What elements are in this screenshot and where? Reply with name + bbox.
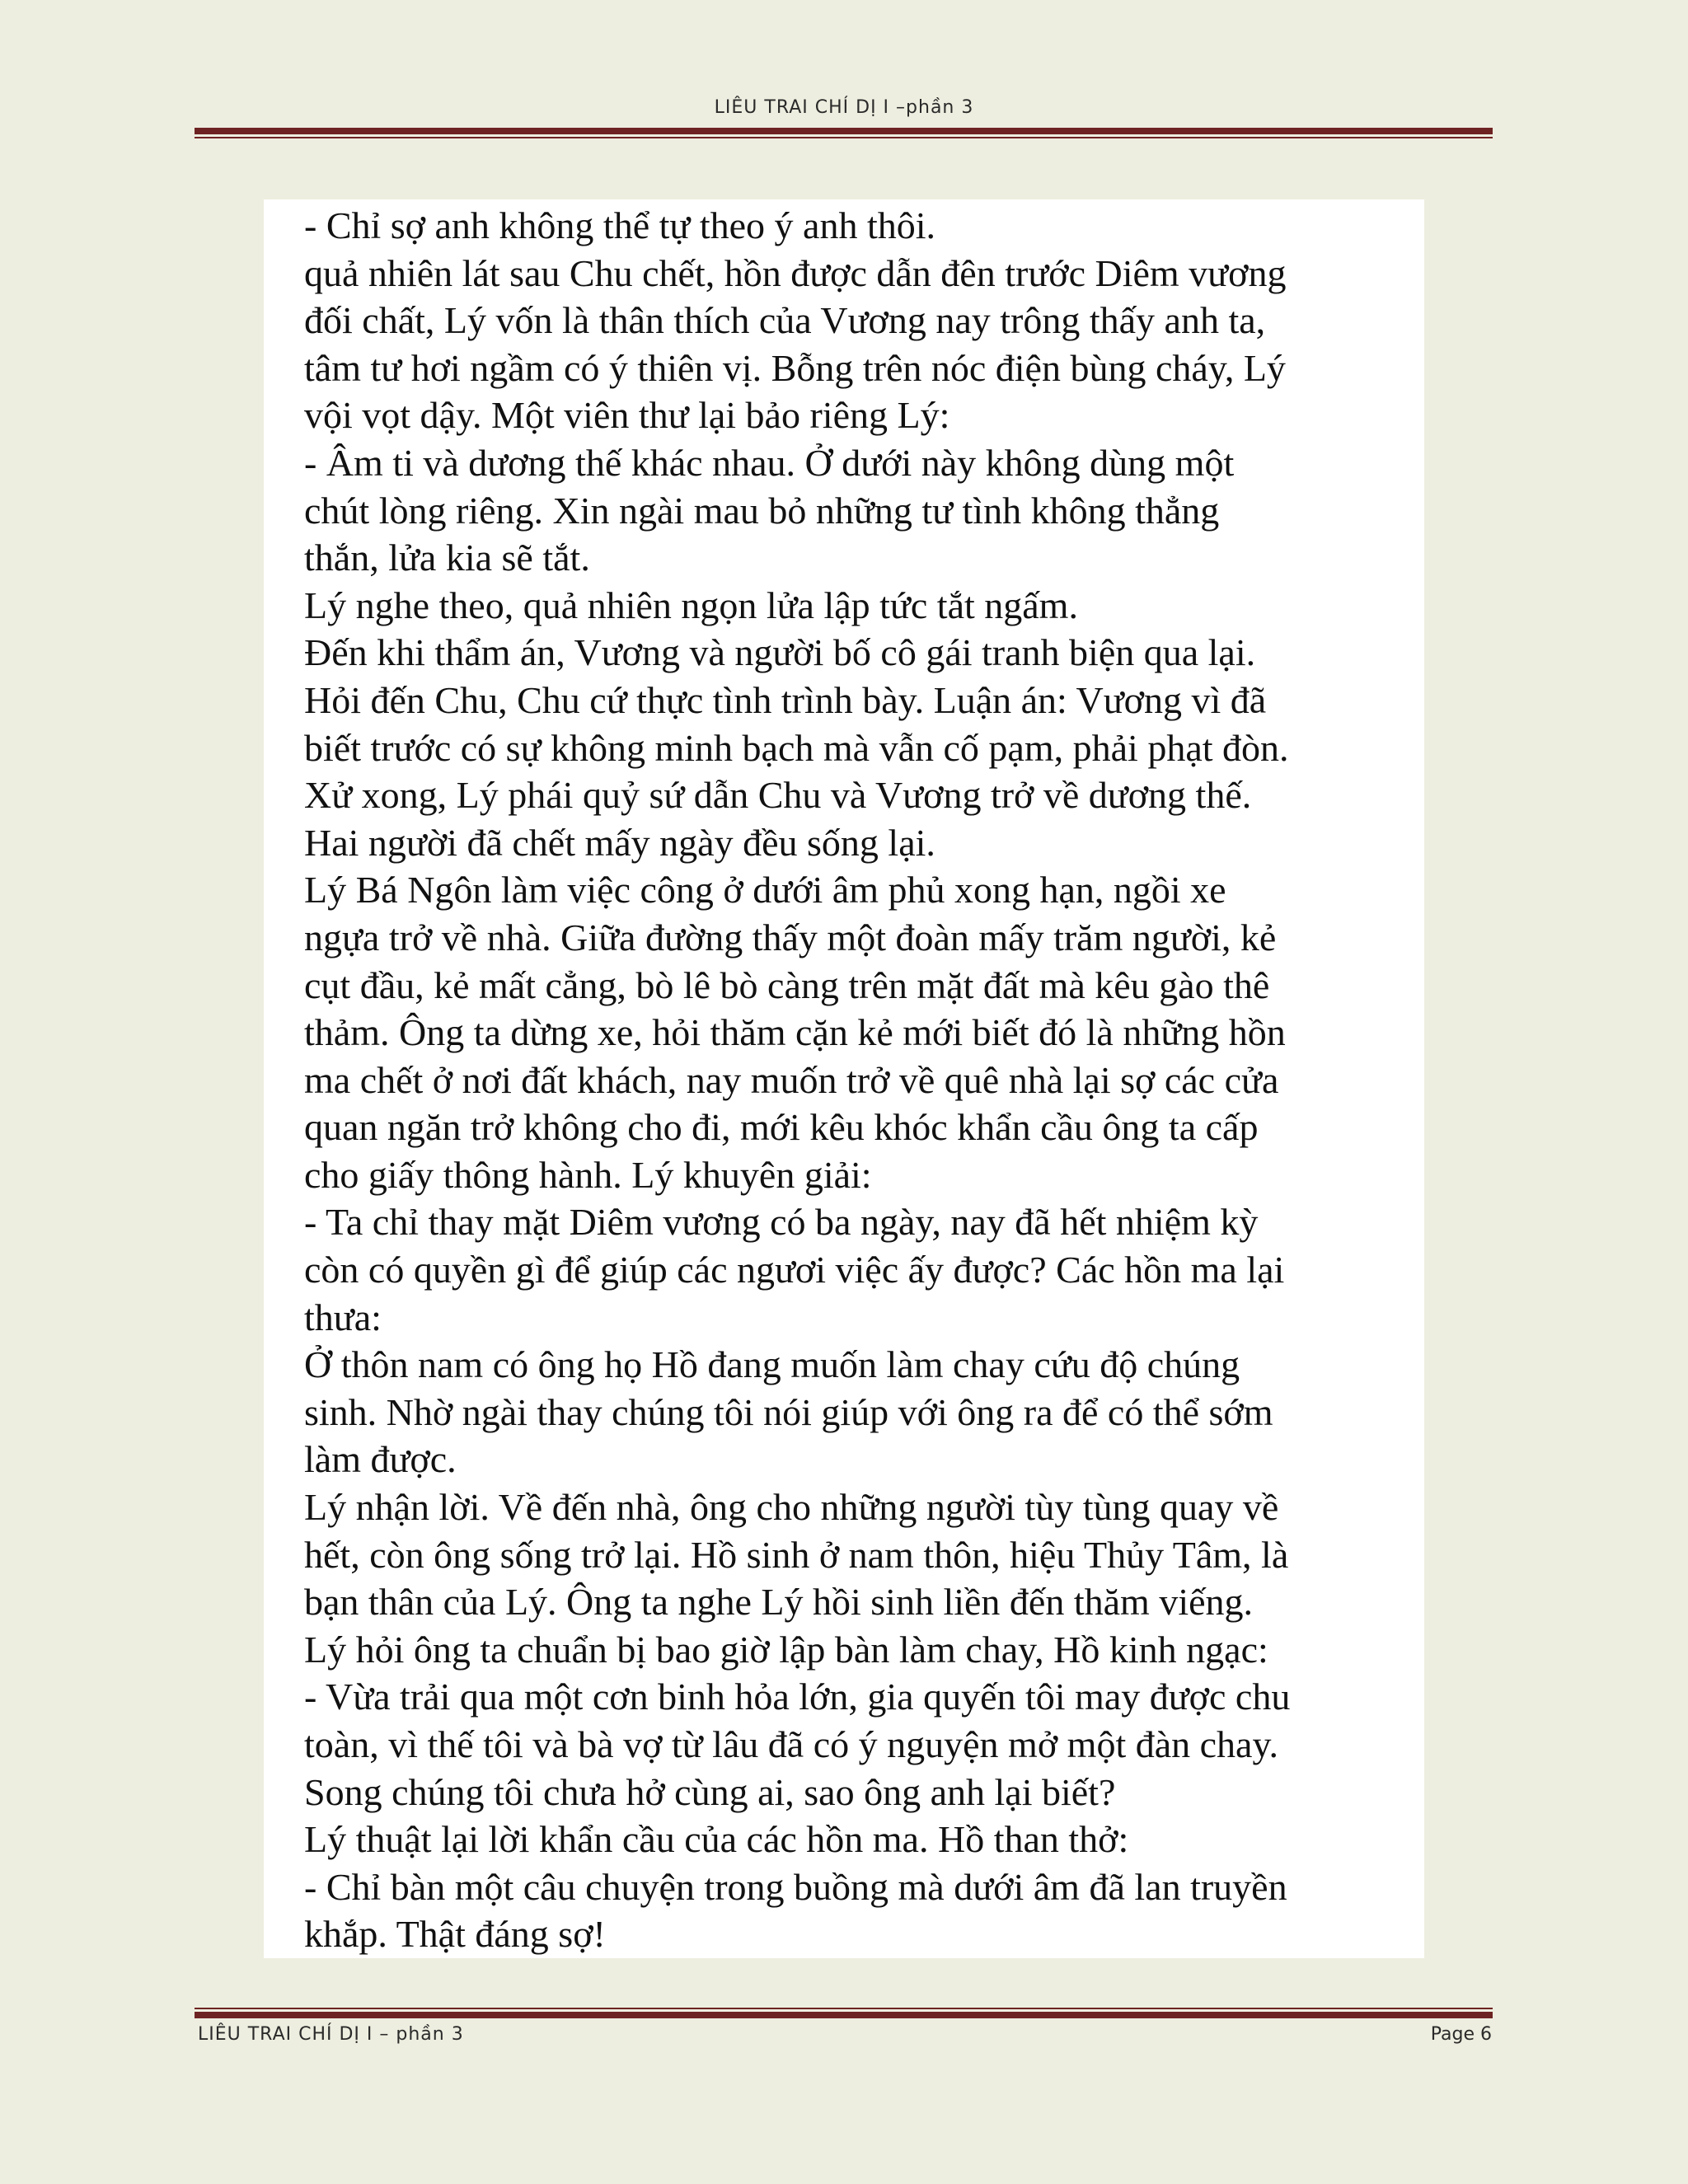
text-line: biết trước có sự không minh bạch mà vẫn cố pạm, phải phạt đòn. [304, 726, 1289, 769]
text-line: - Chỉ sợ anh không thể tự theo ý anh thôi. [304, 204, 936, 246]
text-panel [264, 199, 1424, 1958]
text-line: Lý hỏi ông ta chuẩn bị bao giờ lập bàn làm chay, Hồ kinh ngạc: [304, 1628, 1268, 1671]
text-line: - Vừa trải qua một cơn binh hỏa lớn, gia quyến tôi may được chu [304, 1675, 1291, 1718]
text-line: cho giấy thông hành. Lý khuyên giải: [304, 1153, 872, 1196]
text-line: Ở thôn nam có ông họ Hồ đang muốn làm chay cứu độ chúng [304, 1343, 1240, 1386]
text-line: bạn thân của Lý. Ông ta nghe Lý hồi sinh liền đến thăm viếng. [304, 1581, 1254, 1624]
footer-title: LIÊU TRAI CHÍ DỊ I – phần 3 [198, 2024, 464, 2045]
text-line: Hỏi đến Chu, Chu cứ thực tình trình bày. Luận án: Vương vì đã [304, 678, 1267, 721]
text-line: Lý nhận lời. Về đến nhà, ông cho những người tùy tùng quay về [304, 1486, 1279, 1529]
footer-rule [195, 2008, 1493, 2018]
text-line: toàn, vì thế tôi và bà vợ từ lâu đã có ý nguyện mở một đàn chay. [304, 1723, 1278, 1765]
text-line: quan ngăn trở không cho đi, mới kêu khóc khẩn cầu ông ta cấp [304, 1106, 1259, 1149]
text-line: - Chỉ bàn một câu chuyện trong buồng mà dưới âm đã lan truyền [304, 1865, 1287, 1908]
header-title: LIÊU TRAI CHÍ DỊ I –phần 3 [714, 97, 974, 118]
text-line: Song chúng tôi chưa hở cùng ai, sao ông anh lại biết? [304, 1770, 1116, 1813]
text-line: làm được. [304, 1438, 457, 1481]
text-line: - Ta chỉ thay mặt Diêm vương có ba ngày, nay đã hết nhiệm kỳ [304, 1201, 1259, 1244]
text-line: Đến khi thẩm án, Vương và người bố cô gái tranh biện qua lại. [304, 631, 1256, 674]
text-line: đối chất, Lý vốn là thân thích của Vương nay trông thấy anh ta, [304, 299, 1266, 342]
text-line: sinh. Nhờ ngài thay chúng tôi nói giúp với ông ra để có thể sớm [304, 1390, 1273, 1433]
text-line: cụt đầu, kẻ mất cẳng, bò lê bò càng trên mặt đất mà kêu gào thê [304, 963, 1270, 1006]
text-line: thưa: [304, 1296, 382, 1338]
text-line: Lý nghe theo, quả nhiên ngọn lửa lập tức tắt ngấm. [304, 583, 1078, 626]
text-line: - Âm ti và dương thế khác nhau. Ở dưới này không dùng một [304, 441, 1235, 484]
text-line: quả nhiên lát sau Chu chết, hồn được dẫn đên trước Diêm vương [304, 251, 1287, 294]
text-line: khắp. Thật đáng sợ! [304, 1913, 606, 1956]
text-line: hết, còn ông sống trở lại. Hồ sinh ở nam thôn, hiệu Thủy Tâm, là [304, 1533, 1289, 1576]
text-line: vội vọt dậy. Một viên thư lại bảo riêng Lý: [304, 394, 950, 437]
text-line: ngựa trở về nhà. Giữa đường thấy một đoàn mấy trăm người, kẻ [304, 916, 1277, 958]
text-line: thảm. Ông ta dừng xe, hỏi thăm cặn kẻ mới biết đó là những hồn [304, 1011, 1286, 1054]
text-line: Lý thuật lại lời khẩn cầu của các hồn ma. Hồ than thở: [304, 1818, 1129, 1861]
text-line: thắn, lửa kia sẽ tắt. [304, 537, 590, 579]
text-line: Xử xong, Lý phái quỷ sứ dẫn Chu và Vương trở về dương thế. [304, 774, 1252, 817]
text-line: còn có quyền gì để giúp các ngươi việc ấy được? Các hồn ma lại [304, 1249, 1285, 1291]
text-line: tâm tư hơi ngầm có ý thiên vị. Bỗng trên nóc điện bùng cháy, Lý [304, 346, 1286, 389]
page-number: Page 6 [1430, 2024, 1492, 2045]
text-line: ma chết ở nơi đất khách, nay muốn trở về quê nhà lại sợ các cửa [304, 1058, 1279, 1101]
text-line: chút lòng riêng. Xin ngài mau bỏ những tư tình không thẳng [304, 489, 1220, 532]
header-rule [195, 128, 1493, 138]
text-line: Hai người đã chết mấy ngày đều sống lại. [304, 821, 935, 864]
text-line: Lý Bá Ngôn làm việc công ở dưới âm phủ xong hạn, ngồi xe [304, 869, 1226, 912]
